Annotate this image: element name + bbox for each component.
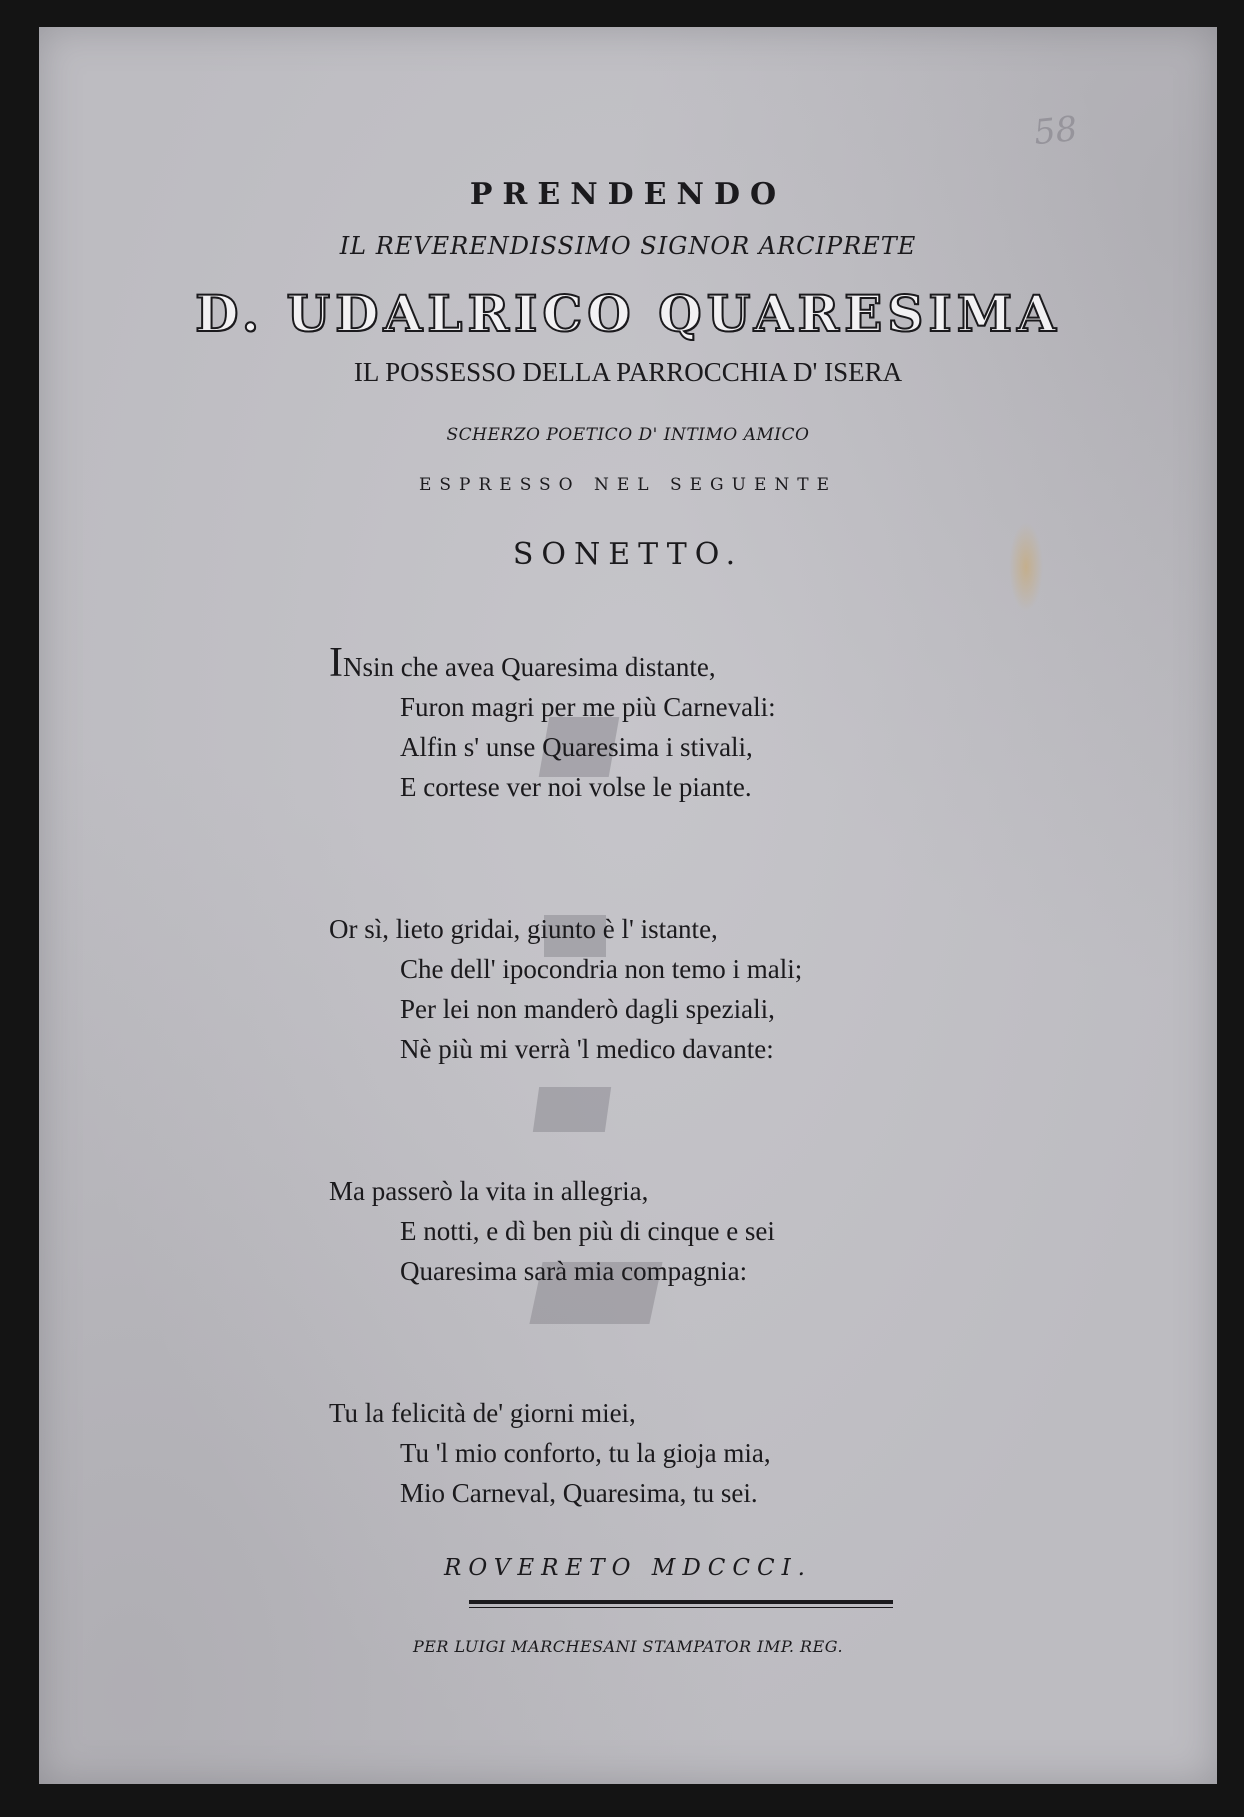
pencil-mark: 58 bbox=[1032, 108, 1080, 154]
thick-rule bbox=[469, 1600, 893, 1604]
stanza-2 bbox=[329, 909, 969, 1069]
poem-line: Or sì, lieto gridai, giunto è l' istante, bbox=[329, 914, 718, 944]
title-arciprete: IL REVERENDISSIMO SIGNOR ARCIPRETE bbox=[339, 232, 917, 260]
printed-sheet bbox=[39, 27, 1217, 1784]
subtitle-scherzo: SCHERZO POETICO D' INTIMO AMICO bbox=[446, 425, 810, 445]
stanza-4 bbox=[329, 1393, 969, 1513]
poem-line: Alfin s' unse Quaresima i stivali, bbox=[400, 732, 753, 762]
subtitle-espresso: ESPRESSO NEL SEGUENTE bbox=[418, 475, 837, 495]
poem-line: Mio Carneval, Quaresima, tu sei. bbox=[400, 1478, 758, 1508]
thin-rule bbox=[469, 1607, 893, 1608]
poem-line: Per lei non manderò dagli speziali, bbox=[400, 994, 775, 1024]
poem-line: Tu 'l mio conforto, tu la gioja mia, bbox=[400, 1438, 771, 1468]
poem-line: E notti, e dì ben più di cinque e sei bbox=[400, 1216, 775, 1246]
title-prendendo: PRENDENDO bbox=[469, 177, 787, 212]
poem-line: Nè più mi verrà 'l medico davante: bbox=[400, 1034, 774, 1064]
subtitle-sonetto: SONETTO. bbox=[512, 537, 744, 572]
poem-line: E cortese ver noi volse le piante. bbox=[400, 772, 752, 802]
sonnet-body bbox=[329, 640, 969, 1513]
poem-line: Quaresima sarà mia compagnia: bbox=[400, 1256, 748, 1286]
stanza-1 bbox=[329, 640, 969, 807]
poem-line: Furon magri per me più Carnevali: bbox=[400, 692, 776, 722]
imprint-place-date: ROVERETO MDCCCI. bbox=[444, 1555, 812, 1581]
poem-line-text: Nsin che avea Quaresima distante, bbox=[343, 652, 716, 682]
poem-line bbox=[329, 640, 969, 687]
poem-line: Ma passerò la vita in allegria, bbox=[329, 1176, 649, 1206]
poem-line: Che dell' ipocondria non temo i mali; bbox=[400, 954, 803, 984]
title-parish: IL POSSESSO DELLA PARROCCHIA D' ISERA bbox=[353, 357, 903, 387]
stanza-3 bbox=[329, 1171, 969, 1291]
drop-cap: I bbox=[329, 640, 343, 686]
printer-line: PER LUIGI MARCHESANI STAMPATOR IMP. REG. bbox=[412, 1637, 844, 1656]
title-name: D. UDALRICO QUARESIMA bbox=[195, 284, 1061, 343]
poem-line: Tu la felicità de' giorni miei, bbox=[329, 1398, 636, 1428]
